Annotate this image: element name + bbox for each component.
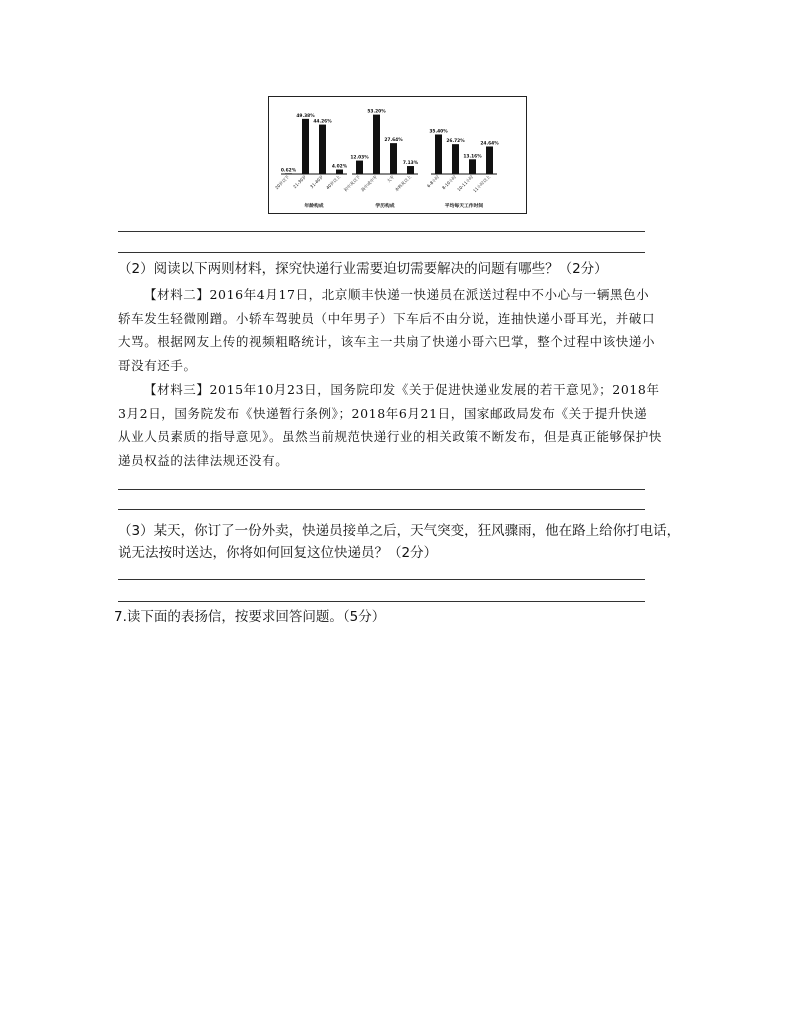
- bar: [302, 119, 309, 174]
- data-label: 24.64%: [480, 141, 499, 147]
- answer-line[interactable]: [118, 231, 645, 232]
- data-label: 26.72%: [446, 139, 465, 145]
- tick-label: 21-30岁: [292, 174, 308, 190]
- tick-label: 6-8小时: [425, 174, 441, 189]
- data-label: 53.20%: [367, 109, 386, 115]
- tick-label: 大专: [385, 174, 396, 184]
- data-label: 7.13%: [402, 161, 419, 167]
- material-3-line: 【材料三】2015年10月23日，国务院印发《关于促进快递业发展的若干意见》；2018年: [144, 382, 660, 397]
- data-label: 13.16%: [463, 154, 482, 160]
- group-label: 平均每天工作时间: [444, 204, 484, 209]
- material-3-line: 从业人员素质的指导意见》。虽然当前规范快递行业的相关政策不断发布，但是真正能够保护快: [118, 429, 662, 444]
- data-label: 49.38%: [296, 113, 315, 119]
- bar: [407, 166, 414, 174]
- material-2-line: 轿车发生轻微刚蹭。小轿车驾驶员（中年男子）下车后不由分说，连抽快递小哥耳光，并破口: [118, 310, 656, 326]
- tick-label: 本科及以上: [393, 174, 413, 193]
- material-2-line: 【材料二】2016年4月17日，北京顺丰快递一快递员在派送过程中不小心与一辆黑色小: [144, 287, 650, 302]
- bar: [486, 146, 493, 174]
- material-3: [118, 378, 674, 472]
- answer-line[interactable]: [118, 489, 645, 490]
- bar: [390, 143, 397, 174]
- tick-label: 40岁以上: [325, 174, 342, 191]
- answer-line[interactable]: [118, 252, 645, 253]
- question-2-prompt: （2）阅读以下两则材料，探究快递行业需要迫切需要解决的问题有哪些？（2分）: [118, 261, 608, 277]
- survey-chart: [268, 96, 527, 214]
- material-3-line: 递员权益的法律法规还没有。: [118, 452, 289, 468]
- data-label: 27.64%: [384, 138, 403, 144]
- data-label: 44.26%: [313, 119, 332, 125]
- bar: [336, 170, 343, 174]
- tick-label: 高中或中专: [359, 174, 379, 193]
- data-label: 12.03%: [350, 155, 369, 161]
- bar-chart: [269, 97, 526, 213]
- tick-label: 11小时以上: [472, 174, 492, 194]
- bar: [435, 134, 442, 174]
- tick-label: 20岁以下: [274, 174, 291, 191]
- data-label: 0.62%: [280, 168, 297, 174]
- tick-label: 初中及以下: [342, 174, 362, 193]
- bar: [356, 161, 363, 174]
- material-2: [118, 283, 674, 377]
- answer-line[interactable]: [118, 601, 645, 602]
- data-label: 4.02%: [331, 164, 348, 170]
- material-3-line: 3月2日，国务院发布《快递暂行条例》；2018年6月21日，国家邮政局发布《关于提升快递: [118, 405, 648, 421]
- answer-line[interactable]: [118, 579, 645, 580]
- data-label: 35.40%: [429, 129, 448, 135]
- bar: [469, 159, 476, 174]
- question-7: 7.读下面的表扬信，按要求回答问题。（5分）: [114, 609, 386, 625]
- bar: [319, 125, 326, 174]
- tick-label: 10-11小时: [456, 174, 475, 193]
- answer-line[interactable]: [118, 509, 645, 510]
- bar: [373, 115, 380, 174]
- bar: [452, 144, 459, 174]
- material-2-line: 哥没有还手。: [118, 357, 197, 373]
- material-2-line: 大骂。根据网友上传的视频粗略统计，该车主一共扇了快递小哥六巴掌，整个过程中该快递小: [118, 334, 656, 349]
- question-3-line: 说无法按时送达，你将如何回复这位快递员？（2分）: [118, 545, 438, 561]
- group-label: 学历构成: [375, 204, 395, 209]
- tick-label: 8-10小时: [441, 174, 458, 191]
- tick-label: 31-40岁: [309, 174, 325, 190]
- question-3-line: （3）某天，你订了一份外卖，快递员接单之后，天气突变，狂风骤雨，他在路上给你打电话，: [118, 523, 681, 539]
- group-label: 年龄构成: [304, 204, 324, 209]
